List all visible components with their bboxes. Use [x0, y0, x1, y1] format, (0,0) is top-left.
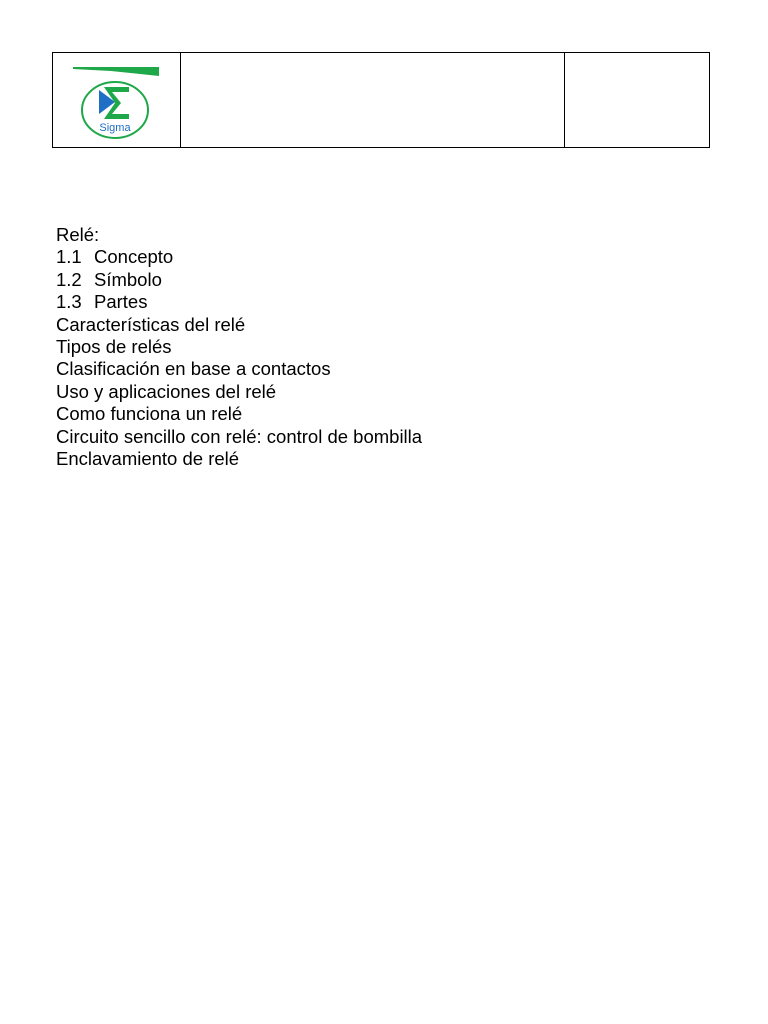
outline-heading: Relé:	[56, 224, 100, 245]
outline-subitem	[56, 291, 422, 313]
subitem-label: Símbolo	[94, 268, 162, 290]
title-cell	[181, 53, 565, 147]
right-cell	[565, 53, 709, 147]
subitem-number: 1.2	[56, 268, 82, 290]
outline-item: Enclavamiento de relé	[56, 448, 240, 470]
logo-cell	[53, 53, 181, 147]
subitem-number: 1.3	[56, 291, 82, 313]
outline-item: Características del relé	[56, 313, 246, 335]
logo-text: Sigma	[99, 122, 131, 134]
subitem-number: 1.1	[56, 246, 82, 268]
outline-item: Como funciona un relé	[56, 403, 243, 425]
header-table	[52, 52, 710, 148]
outline-item: Uso y aplicaciones del relé	[56, 380, 277, 402]
outline-item: Circuito sencillo con relé: control de bombilla	[56, 425, 423, 447]
outline-subitem	[56, 269, 422, 291]
outline-subitem	[56, 246, 422, 268]
subitem-label: Concepto	[94, 246, 174, 268]
outline-item: Clasificación en base a contactos	[56, 358, 331, 380]
outline-item: Tipos de relés	[56, 336, 172, 358]
sigma-logo-icon	[71, 65, 161, 141]
outline-list	[56, 224, 422, 470]
subitem-label: Partes	[94, 291, 148, 313]
